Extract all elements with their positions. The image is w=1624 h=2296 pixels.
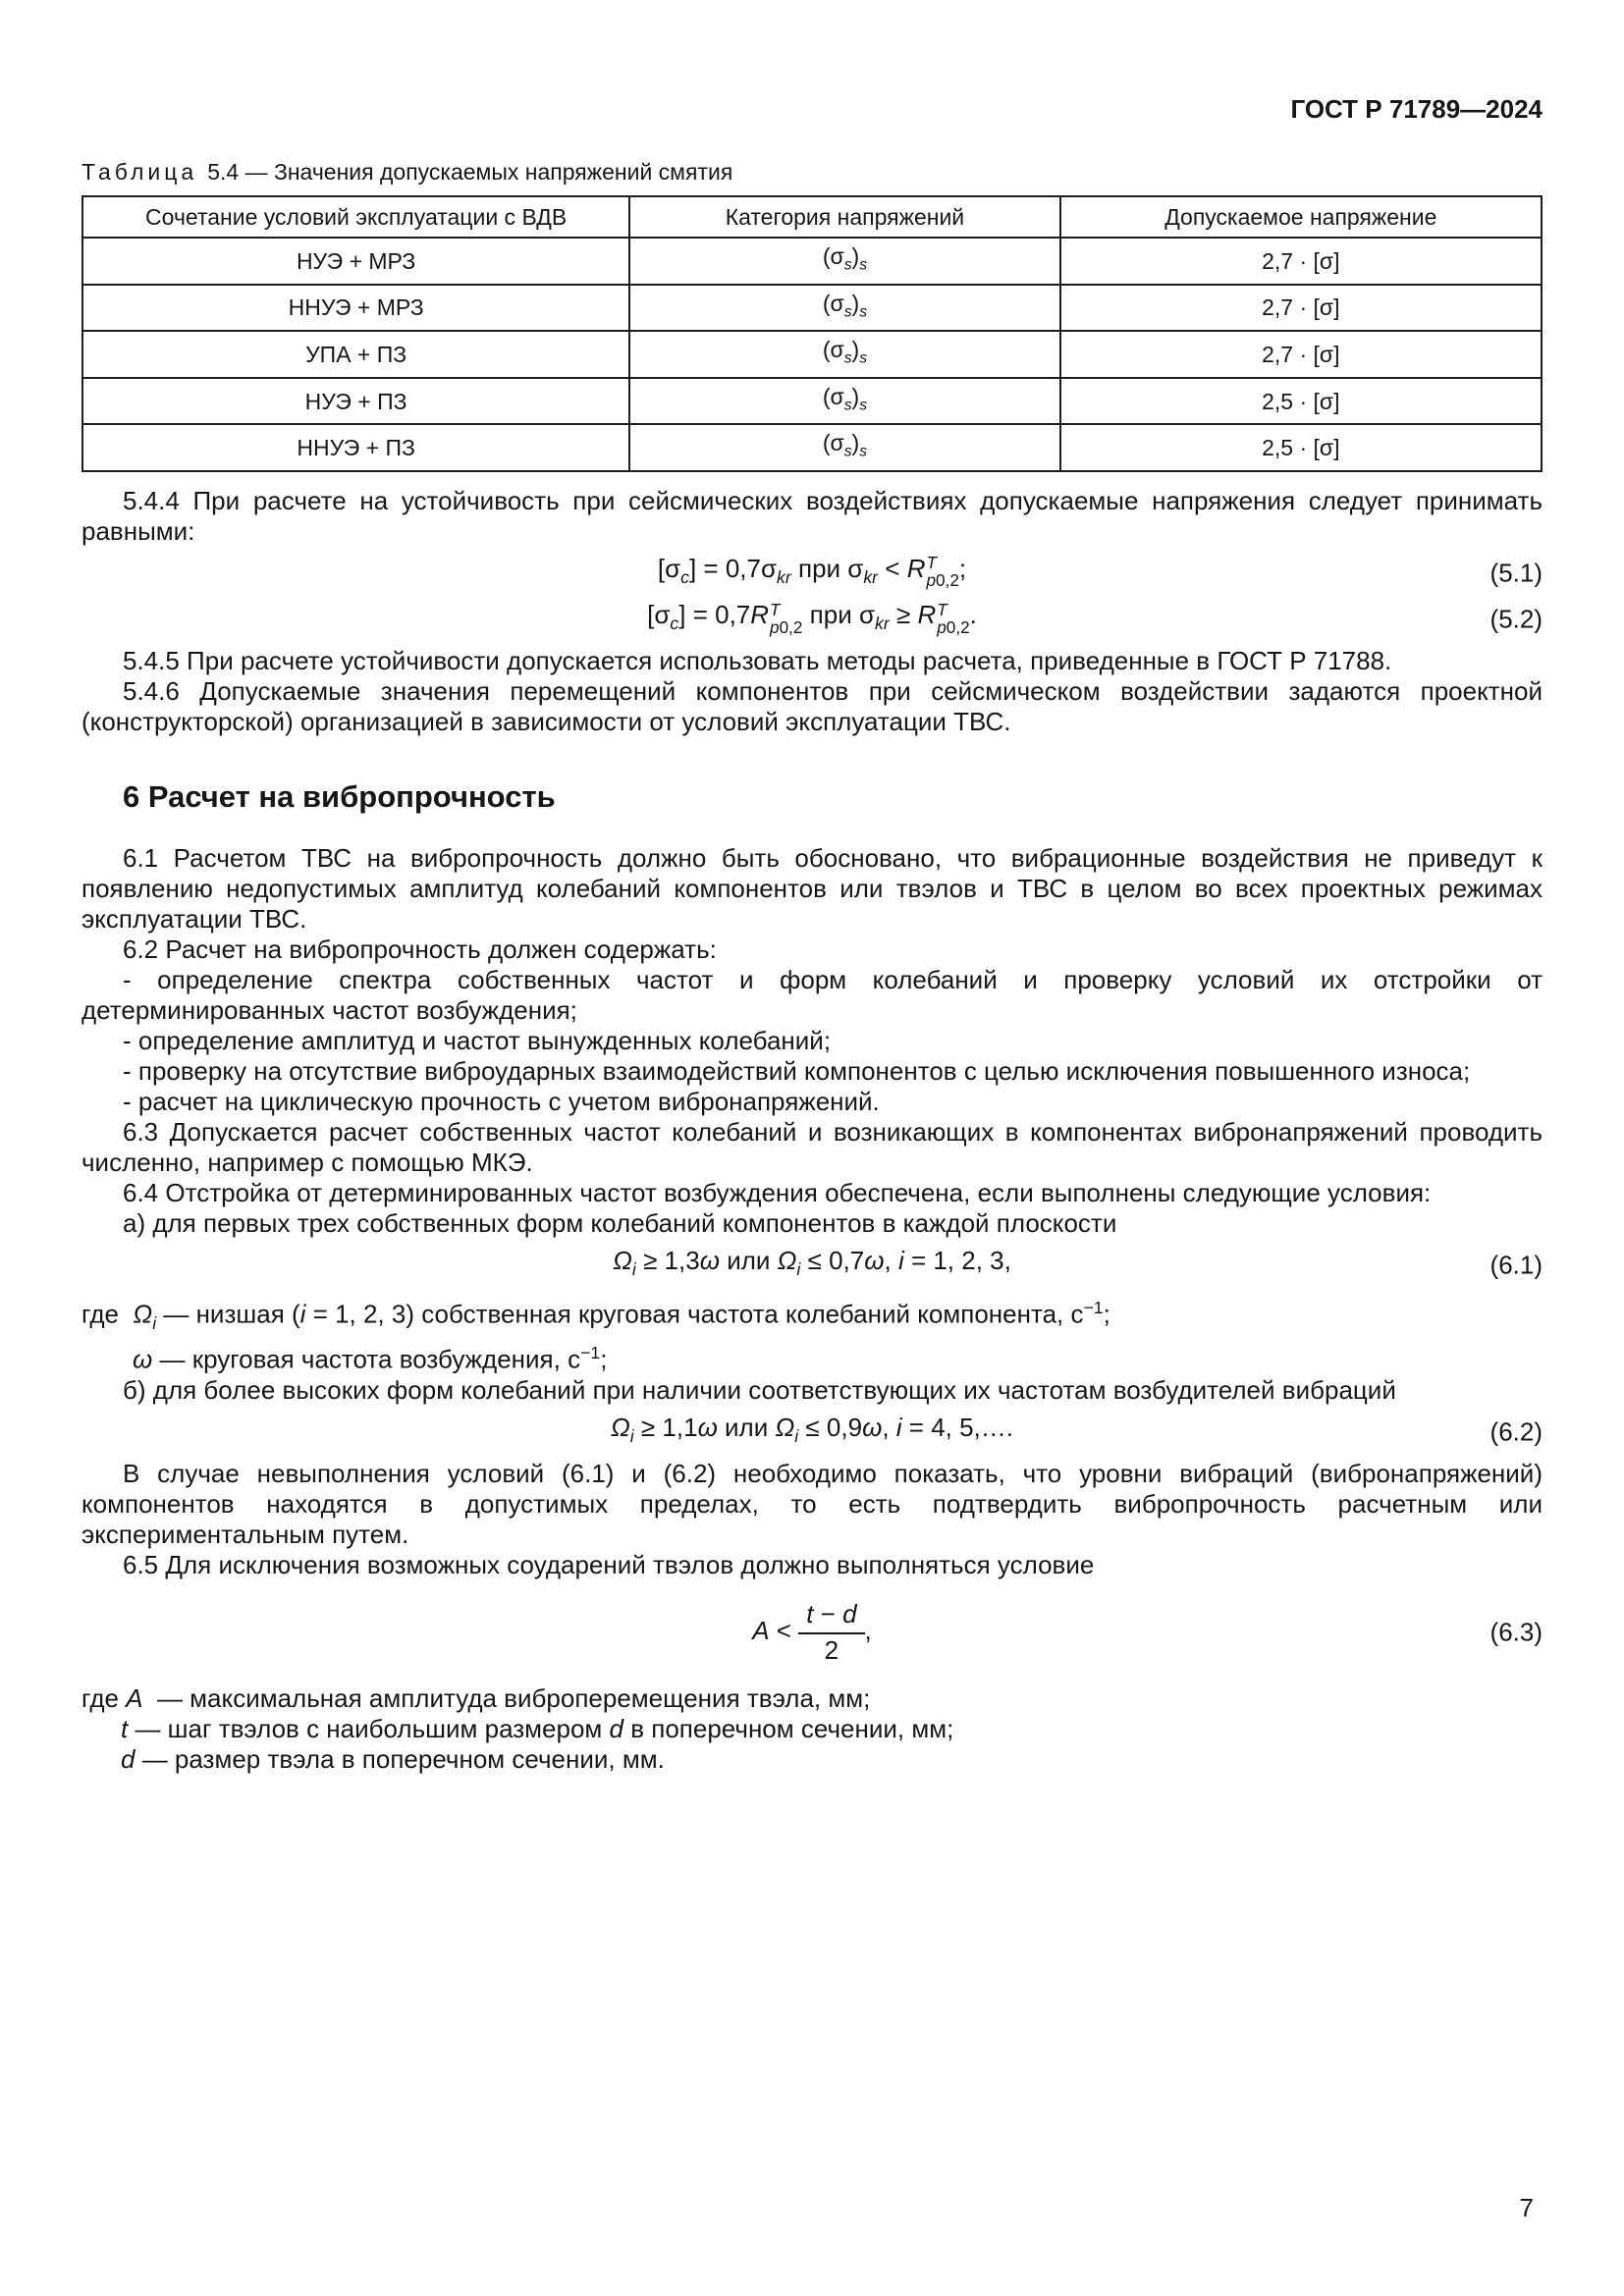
cell-conditions: УПА + ПЗ [82,331,629,378]
where-definition-pitch: t — шаг твэлов с наибольшим размером d в поперечном сечении, мм; [121,1714,954,1744]
cell-category: $(\sigma_s)_s$ [629,285,1059,332]
document-code: ГОСТ Р 71789—2024 [1290,94,1543,124]
equation-6-2 [81,1413,1543,1452]
equation-6-3-body: A < $\frac{t - d}{2}$ , [752,1599,872,1665]
equation-6-3 [81,1598,1543,1666]
table-caption-text: 5.4 — Значения допускаемых напряжений смятия [207,159,733,185]
cell-conditions: ННУЭ + МРЗ [82,285,629,332]
where-definition-omega: ω — круговая частота возбуждения, $с^{-1}$; [133,1343,608,1375]
cell-category: $(\sigma_s)_s$ [629,331,1059,378]
col-header-category: Категория напряжений [629,196,1059,238]
cell-allowable: 2,7 · [σ] [1060,331,1542,378]
paragraph-6-4-a: а) для первых трех собственных форм колебаний компонентов в каждой плоскости [123,1208,1117,1239]
equation-6-2-body: $\Omega_i \ge 1,1\omega$ или $\Omega_i \le 0,9\omega$, i = 4, 5,…. [610,1413,1014,1447]
cell-allowable: 2,5 · [σ] [1060,424,1542,471]
paragraph-6-2-intro: 6.2 Расчет на вибропрочность должен содержать: [123,934,717,965]
section-6-heading: 6 Расчет на вибропрочность [123,779,556,815]
where-definition-amplitude: где A — максимальная амплитуда виброперемещения твэла, мм; [81,1683,871,1714]
col-header-allowable: Допускаемое напряжение [1060,196,1542,238]
paragraph-6-4: 6.4 Отстройка от детерминированных частот возбуждения обеспечена, если выполнены следующие условия: [123,1178,1432,1208]
cell-category: $(\sigma_s)_s$ [629,378,1059,425]
equation-5-2-number: (5.2) [1489,604,1543,634]
paragraph-6-note: В случае невыполнения условий (6.1) и (6.2) необходимо показать, что уровни вибраций (вибронапряжений) компонентов находятся в допустимых пределах, то есть подтвердить вибропрочность расчетным или экспериментальным путем. [81,1459,1543,1550]
equation-6-3-number: (6.3) [1489,1617,1543,1647]
paragraph-6-4-b: б) для более высоких форм колебаний при наличии соответствующих их частотам возбудителей вибраций [123,1375,1396,1406]
cell-allowable: 2,7 · [σ] [1060,238,1542,285]
cell-allowable: 2,5 · [σ] [1060,378,1542,425]
equation-5-1 [81,554,1543,593]
cell-conditions: НУЭ + ПЗ [82,378,629,425]
allowable-stress-table [81,195,1543,472]
col-header-conditions: Сочетание условий эксплуатации с ВДВ [82,196,629,238]
equation-5-2 [81,600,1543,639]
equation-5-2-body: $[\sigma_c] = 0,7R$ T p0,2 при $\sigma_{kr} \ge R$ T p0,2 . [647,599,977,637]
cell-category: $(\sigma_s)_s$ [629,424,1059,471]
list-item: - проверку на отсутствие виброударных взаимодействий компонентов с целью исключения повышенного износа; [123,1056,1471,1087]
table-caption [81,158,1543,186]
paragraph-6-1: 6.1 Расчетом ТВС на вибропрочность должно быть обосновано, что вибрационные воздействия не приведут к появлению недопустимых амплитуд колебаний компонентов или твэлов и ТВС в целом во всех проектных режимах эксплуатации ТВС. [81,843,1543,934]
list-item: - определение амплитуд и частот вынужденных колебаний; [123,1026,832,1056]
table-row [82,424,1542,471]
paragraph-6-3: 6.3 Допускается расчет собственных частот колебаний и возникающих в компонентах вибронапряжений проводить численно, например с помощью МКЭ. [81,1117,1543,1178]
equation-6-1 [81,1246,1543,1285]
equation-5-1-body: $[\sigma_c] = 0,7\sigma_{kr}$ при $\sigma_{kr} < R$ T p0,2 ; [657,553,967,591]
cell-category: $(\sigma_s)_s$ [629,238,1059,285]
table-row [82,378,1542,425]
equation-5-1-number: (5.1) [1489,558,1543,588]
equation-6-2-number: (6.2) [1489,1416,1543,1447]
equation-6-1-body: $\Omega_i \ge 1,3\omega$ или $\Omega_i \le 0,7\omega$, i = 1, 2, 3, [613,1246,1011,1280]
cell-conditions: ННУЭ + ПЗ [82,424,629,471]
cell-allowable: 2,7 · [σ] [1060,285,1542,332]
paragraph-5-4-4: 5.4.4 При расчете на устойчивость при сейсмических воздействиях допускаемые напряжения следует принимать равными: [81,485,1543,546]
list-item: - определение спектра собственных частот и форм колебаний и проверку условий их отстройки от детерминированных частот возбуждения; [81,965,1543,1026]
table-row [82,238,1542,285]
paragraph-5-4-6: 5.4.6 Допускаемые значения перемещений компонентов при сейсмическом воздействии задаются проектной (конструкторской) организацией в зависимости от условий эксплуатации ТВС. [81,676,1543,737]
page-number: 7 [1519,2193,1534,2222]
table-caption-word: Таблица [81,159,198,185]
cell-conditions: НУЭ + МРЗ [82,238,629,285]
where-definition-omega-i: где $\Omega_i$ — низшая (i = 1, 2, 3) собственная круговая частота колебаний компонента, $с^{-1}$; [81,1297,1110,1333]
table-row [82,285,1542,332]
table-header-row [82,196,1542,238]
paragraph-5-4-5: 5.4.5 При расчете устойчивости допускается использовать методы расчета, приведенные в ГОСТ Р 71788. [123,646,1392,676]
paragraph-6-5: 6.5 Для исключения возможных соударений твэлов должно выполняться условие [123,1550,1095,1580]
list-item: - расчет на циклическую прочность с учетом вибронапряжений. [123,1087,880,1117]
table-row [82,331,1542,378]
equation-6-1-number: (6.1) [1489,1250,1543,1280]
where-definition-size: d — размер твэла в поперечном сечении, мм. [121,1744,665,1775]
